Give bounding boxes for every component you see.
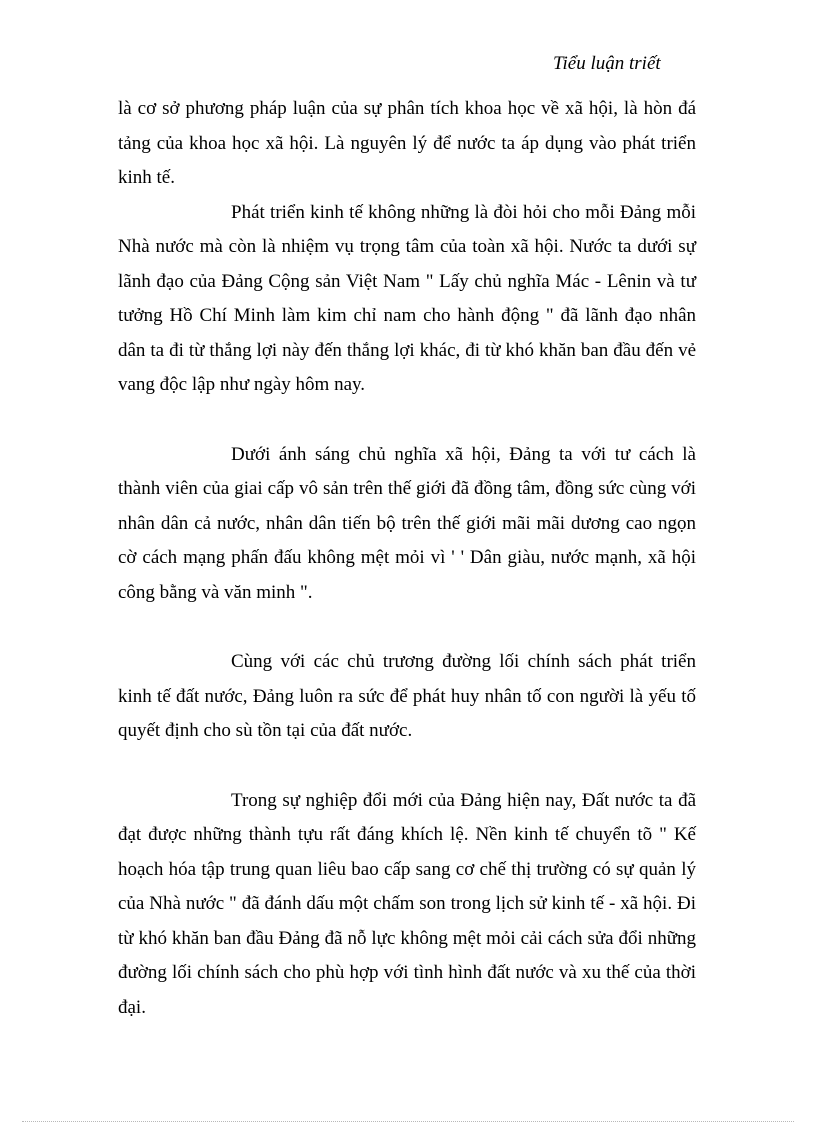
paragraph-socialism: Dưới ánh sáng chủ nghĩa xã hội, Đảng ta với tư cách là thành viên của giai cấp vô sản trên thế giới đã đồng tâm, đồng sức cùng với nhân dân cả nước, nhân dân tiến bộ trên thế giới mãi mãi dương cao ngọn cờ cách mạng phấn đấu không mệt mỏi vì ' ' Dân giàu, nước mạnh, xã hội công bằng và văn minh ". (118, 443, 696, 603)
document-body (118, 92, 696, 1025)
paragraph-renovation: Trong sự nghiệp đổi mới của Đảng hiện nay, Đất nước ta đã đạt được những thành tựu rất đáng khích lệ. Nền kinh tế chuyển tõ " Kế hoạch hóa tập trung quan liêu bao cấp sang cơ chế thị trường có sự quản lý của Nhà nước " đã đánh dấu một chấm son trong lịch sử kinh tế - xã hội. Đi từ khó khăn ban đầu Đảng đã nỗ lực không mệt mỏi cải cách sửa đổi những đường lối chính sách cho phù hợp với tình hình đất nước và xu thế của thời đại. (118, 789, 696, 1018)
paragraph-economic-development: Phát triển kinh tế không những là đòi hỏi cho mỗi Đảng mỗi Nhà nước mà còn là nhiệm vụ trọng tâm của toàn xã hội. Nước ta dưới sự lãnh đạo của Đảng Cộng sản Việt Nam " Lấy chủ nghĩa Mác - Lênin và tư tưởng Hồ Chí Minh làm kim chỉ nam cho hành động " đã lãnh đạo nhân dân ta đi từ thắng lợi này đến thắng lợi khác, đi từ khó khăn ban đầu đến vẻ vang độc lập như ngày hôm nay. (118, 201, 696, 395)
paragraph-human-factor: Cùng với các chủ trương đường lối chính sách phát triển kinh tế đất nước, Đảng luôn ra sức để phát huy nhân tố con người là yếu tố quyết định cho sù tồn tại của đất nước. (118, 651, 696, 741)
page-bottom-divider (22, 1121, 794, 1122)
paragraph-continuation: là cơ sở phương pháp luận của sự phân tích khoa học về xã hội, là hòn đá tảng của khoa học xã hội. Là nguyên lý để nước ta áp dụng vào phát triển kinh tế. (118, 98, 696, 188)
page-header-title: Tiểu luận triết (553, 53, 661, 74)
